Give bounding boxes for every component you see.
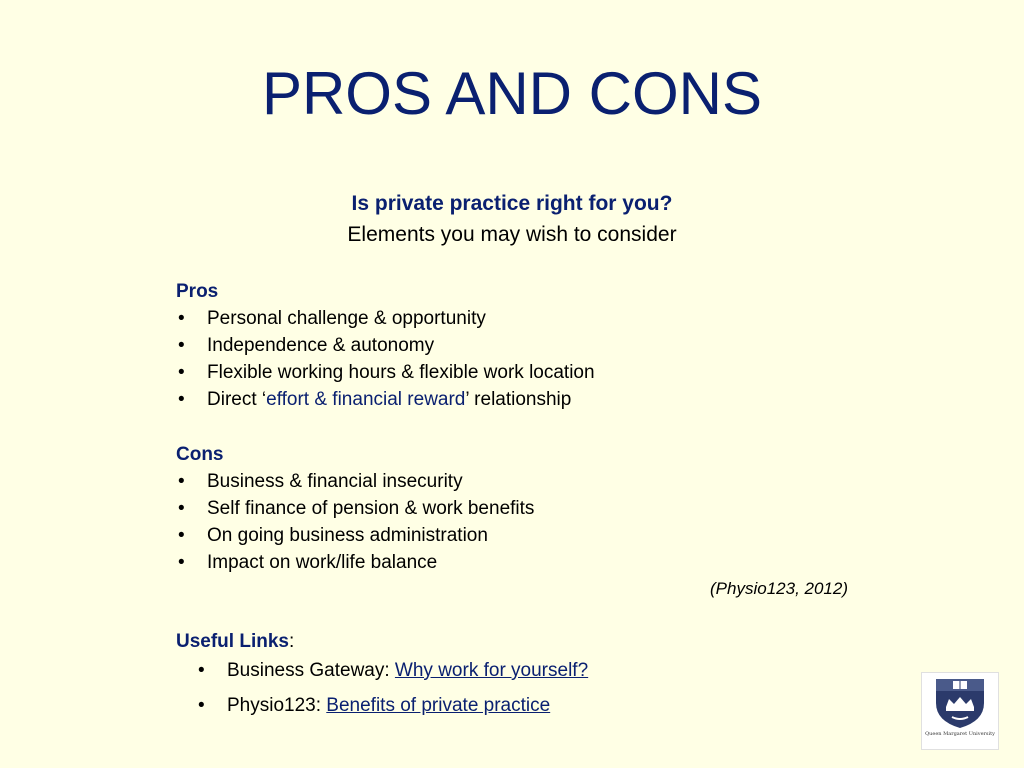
list-item: • Direct ‘effort & financial reward’ relationship <box>176 386 595 413</box>
bullet-icon: • <box>178 308 185 329</box>
list-item: • Business & financial insecurity <box>176 468 534 495</box>
bullet-icon: • <box>178 335 185 356</box>
bullet-icon: • <box>178 525 185 546</box>
list-item: • Physio123: Benefits of private practice <box>196 692 588 727</box>
list-item: • Flexible working hours & flexible work location <box>176 359 595 386</box>
university-logo <box>921 672 999 750</box>
bullet-icon: • <box>178 552 185 573</box>
list-item: • Independence & autonomy <box>176 332 595 359</box>
slide-subtitle-secondary: Elements you may wish to consider <box>347 223 677 246</box>
slide-title: PROS AND CONS <box>261 60 763 127</box>
physio123-link[interactable]: Benefits of private practice <box>326 695 551 716</box>
logo-caption: Queen Margaret University <box>925 731 995 737</box>
bullet-icon: • <box>178 362 185 383</box>
highlight-text: effort & financial reward <box>266 389 466 410</box>
list-item: • Personal challenge & opportunity <box>176 305 595 332</box>
useful-links-heading: Useful Links: <box>176 631 295 652</box>
slide-subtitle: Is private practice right for you? <box>351 192 673 215</box>
bullet-icon: • <box>178 471 185 492</box>
business-gateway-link[interactable]: Why work for yourself? <box>394 660 589 681</box>
bullet-icon: • <box>198 695 205 716</box>
list-item: • Self finance of pension & work benefits <box>176 495 534 522</box>
cons-heading: Cons <box>176 444 224 465</box>
bullet-icon: • <box>178 498 185 519</box>
list-item: • Business Gateway: Why work for yourself? <box>196 657 588 692</box>
cons-list <box>176 468 534 576</box>
pros-list <box>176 305 595 413</box>
list-item: • On going business administration <box>176 522 534 549</box>
list-item: • Impact on work/life balance <box>176 549 534 576</box>
bullet-icon: • <box>178 389 185 410</box>
citation: (Physio123, 2012) <box>710 579 848 598</box>
bullet-icon: • <box>198 660 205 681</box>
useful-links-list <box>196 657 588 727</box>
pros-heading: Pros <box>176 281 219 302</box>
university-crest-icon <box>922 673 998 731</box>
